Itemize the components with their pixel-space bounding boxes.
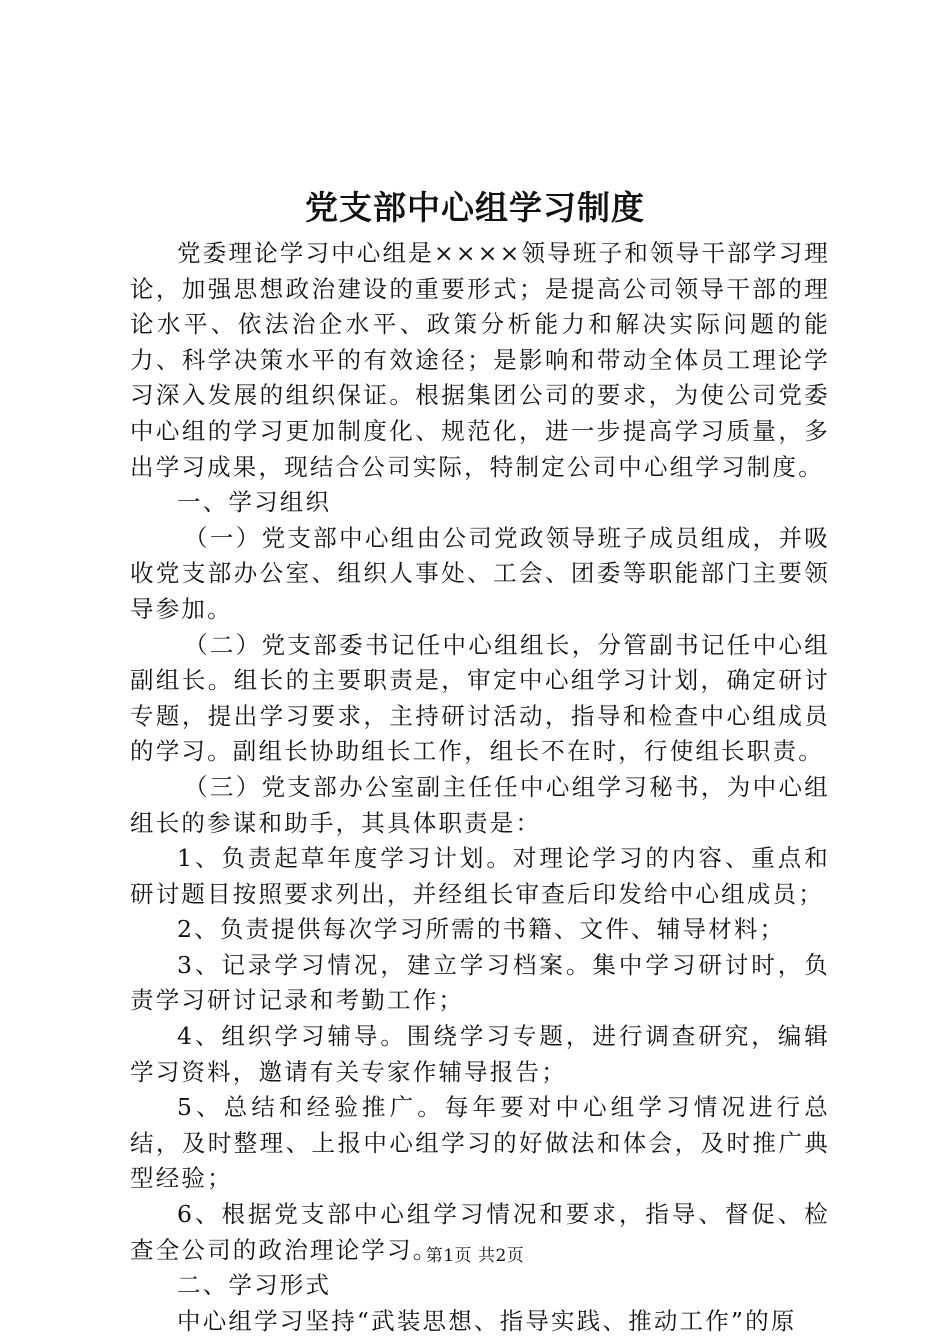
section-heading-organization: 一、学习组织	[177, 488, 332, 517]
list-item-3: 3、记录学习情况，建立学习档案。集中学习研讨时，负责学习研讨记录和考勤工作；	[130, 950, 830, 1015]
document-body	[130, 236, 830, 1339]
document-title: 党支部中心组学习制度	[305, 188, 645, 227]
list-item-1: 1、负责起草年度学习计划。对理论学习的内容、重点和研讨题目按照要求列出，并经组长审查后印发给中心组成员；	[130, 844, 830, 908]
paragraph-form: 中心组学习坚持“武装思想、指导实践、推动工作”的原	[177, 1306, 797, 1335]
list-item-5: 5、总结和经验推广。每年要对中心组学习情况进行总结，及时整理、上报中心组学习的好做法和体会，及时推广典型经验；	[130, 1093, 830, 1193]
paragraph-org-3: （三）党支部办公室副主任任中心组学习秘书，为中心组组长的参谋和助手，其具体职责是：	[130, 772, 830, 837]
paragraph-org-1: （一）党支部中心组由公司党政领导班子成员组成，并吸收党支部办公室、组织人事处、工会、团委等职能部门主要领导参加。	[130, 523, 830, 623]
paragraph-org-2: （二）党支部委书记任中心组组长，分管副书记任中心组副组长。组长的主要职责是，审定中心组学习计划，确定研讨专题，提出学习要求，主持研讨活动，指导和检查中心组成员的学习。副组长协助组长工作，组长不在时，行使组长职责。	[130, 630, 830, 766]
list-item-4: 4、组织学习辅导。围绕学习专题，进行调查研究，编辑学习资料，邀请有关专家作辅导报告；	[130, 1022, 830, 1086]
list-item-2: 2、负责提供每次学习所需的书籍、文件、辅导材料；	[177, 915, 786, 944]
page-footer: 第1页 共2页	[425, 1246, 525, 1266]
paragraph-intro: 党委理论学习中心组是××××领导班子和领导干部学习理论，加强思想政治建设的重要形式；是提高公司领导干部的理论水平、依法治企水平、政策分析能力和解决实际问题的能力、科学决策水平的有效途径；是影响和带动全体员工理论学习深入发展的组织保证。根据集团公司的要求，为使公司党委中心组的学习更加制度化、规范化，进一步提高学习质量，多出学习成果，现结合公司实际，特制定公司中心组学习制度。	[130, 239, 830, 481]
list-item-6: 6、根据党支部中心组学习情况和要求，指导、督促、检查全公司的政治理论学习。	[130, 1200, 830, 1264]
section-heading-form: 二、学习形式	[177, 1271, 332, 1300]
